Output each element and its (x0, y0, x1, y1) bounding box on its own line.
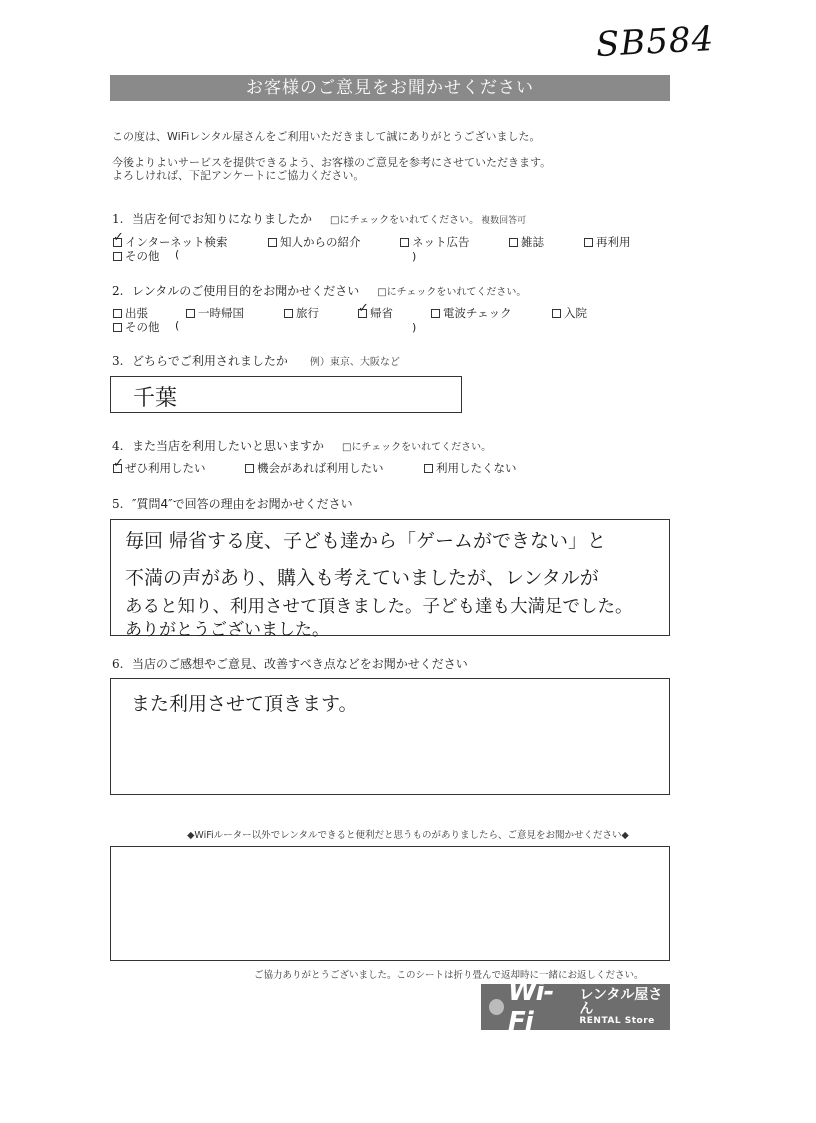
logo-right (579, 988, 670, 1027)
question-3-number: 3. (112, 354, 124, 368)
question-2-note: □にチェックをいれてください。 (377, 287, 527, 298)
option-label: 電波チェック (443, 306, 512, 320)
q2-option-homecoming[interactable] (358, 305, 393, 321)
checkbox[interactable] (400, 238, 409, 247)
option-label: 入院 (564, 306, 587, 320)
q6-answer-box[interactable] (110, 678, 670, 795)
question-1-note-multi: 複数回答可 (481, 216, 527, 226)
q7-answer-box[interactable] (110, 846, 670, 961)
question-5-text: ″質問4″で回答の理由をお聞かせください (132, 497, 353, 511)
question-5 (112, 495, 353, 512)
q4-option-no[interactable] (424, 460, 517, 476)
checkbox[interactable] (113, 309, 122, 318)
q2-option-signal-check[interactable] (431, 305, 512, 321)
question-1 (112, 210, 526, 227)
question-4 (112, 437, 491, 454)
checkbox-checked[interactable] (113, 238, 122, 247)
question-4-text: また当店を利用したいと思いますか (132, 439, 325, 453)
question-4-note: □にチェックをいれてください。 (342, 442, 492, 453)
q2-option-temp-return[interactable] (186, 305, 244, 321)
question-1-note: □にチェックをいれてください。 (330, 215, 480, 226)
option-label: 機会があれば利用したい (257, 461, 384, 475)
logo-en-text: RENTAL Store (579, 1015, 655, 1026)
question-5-number: 5. (112, 497, 124, 511)
q1-option-other[interactable] (113, 248, 160, 264)
logo-wifi-text: Wi-Fi (507, 977, 554, 1037)
q2-other-paren-close: ) (412, 321, 417, 334)
q1-option-referral[interactable] (268, 234, 361, 250)
intro-line-3: よろしければ、下記アンケートにご協力ください。 (112, 169, 365, 182)
checkbox[interactable] (268, 238, 277, 247)
checkbox[interactable] (424, 464, 433, 473)
question-4-number: 4. (112, 439, 124, 453)
intro-line-1: この度は、WiFiレンタル屋さんをご利用いただきまして誠にありがとうございました。 (112, 130, 541, 143)
option-label: 知人からの紹介 (280, 235, 361, 249)
checkbox[interactable] (113, 323, 122, 332)
option-label: その他 (125, 320, 160, 334)
checkbox[interactable] (509, 238, 518, 247)
intro-line-2: 今後よりよいサービスを提供できるよう、お客様のご意見を参考にさせていただきます。 (112, 156, 552, 169)
thanks-note: ご協力ありがとうございました。このシートは折り畳んで返却時に一緒にお返しください。 (254, 970, 644, 981)
q1-option-magazine[interactable] (509, 234, 544, 250)
option-label: ぜひ利用したい (125, 461, 206, 475)
question-2-number: 2. (112, 284, 124, 298)
checkbox[interactable] (552, 309, 561, 318)
checkbox[interactable] (113, 252, 122, 261)
logo-jp-text: レンタル屋さん (579, 986, 663, 1018)
option-label: その他 (125, 249, 160, 263)
q1-other-paren-open: ( (175, 248, 180, 261)
question-6-number: 6. (112, 657, 124, 671)
q5-handwritten-line-4: ありがとうございました。 (125, 620, 329, 640)
option-label: 雑誌 (521, 235, 544, 249)
q1-other-paren-close: ) (412, 250, 417, 263)
q3-answer-box[interactable] (110, 376, 462, 413)
checkbox[interactable] (284, 309, 293, 318)
q5-handwritten-line-1: 毎回 帰省する度、子ども達から「ゲームができない」と (125, 530, 607, 552)
q1-option-reuse[interactable] (584, 234, 631, 250)
question-3-text: どちらでご利用されましたか (132, 354, 288, 368)
checkbox[interactable] (186, 309, 195, 318)
question-3 (112, 352, 400, 369)
question-6-text: 当店のご感想やご意見、改善すべき点などをお聞かせください (132, 657, 468, 671)
q2-option-other[interactable] (113, 319, 160, 335)
question-2 (112, 282, 526, 299)
q1-option-net-ad[interactable] (400, 234, 470, 250)
question-1-number: 1. (112, 212, 124, 226)
q2-option-hospital[interactable] (552, 305, 587, 321)
question-6 (112, 655, 468, 672)
option-label: ネット広告 (412, 235, 470, 249)
survey-title: お客様のご意見をお聞かせください (110, 75, 670, 101)
checkbox-checked[interactable] (358, 309, 367, 318)
q2-other-paren-open: ( (175, 319, 180, 332)
option-label: 利用したくない (436, 461, 517, 475)
question-7: ◆WiFiルーター以外でレンタルできると便利だと思うものがありましたら、ご意見をお聞かせください◆ (187, 830, 629, 841)
checkbox[interactable] (431, 309, 440, 318)
q5-handwritten-line-3: あると知り、利用させて頂きました。子ども達も大満足でした。 (125, 597, 633, 617)
checkbox[interactable] (245, 464, 254, 473)
q5-answer-box[interactable] (110, 519, 670, 640)
q3-handwritten-answer: 千葉 (133, 386, 178, 411)
option-label: 旅行 (296, 306, 319, 320)
option-label: 一時帰国 (198, 306, 244, 320)
option-label: 帰省 (370, 306, 393, 320)
handwritten-serial-number: SB584 (595, 18, 716, 66)
dog-mascot-icon (489, 999, 504, 1015)
q2-option-travel[interactable] (284, 305, 319, 321)
question-1-text: 当店を何でお知りになりましたか (132, 212, 313, 226)
checkbox[interactable] (584, 238, 593, 247)
option-label: インターネット検索 (125, 235, 228, 249)
question-3-note: 例）東京、大阪など (309, 357, 400, 368)
q5-handwritten-line-2: 不満の声があり、購入も考えていましたが、レンタルが (125, 567, 599, 589)
wifi-rental-store-logo (481, 977, 670, 1037)
checkbox-checked[interactable] (113, 464, 122, 473)
q6-handwritten-answer: また利用させて頂きます。 (131, 693, 358, 715)
option-label: 出張 (125, 306, 148, 320)
q4-option-definitely[interactable] (113, 460, 206, 476)
option-label: 再利用 (596, 235, 631, 249)
q4-option-if-chance[interactable] (245, 460, 384, 476)
question-2-text: レンタルのご使用目的をお聞かせください (132, 284, 360, 298)
